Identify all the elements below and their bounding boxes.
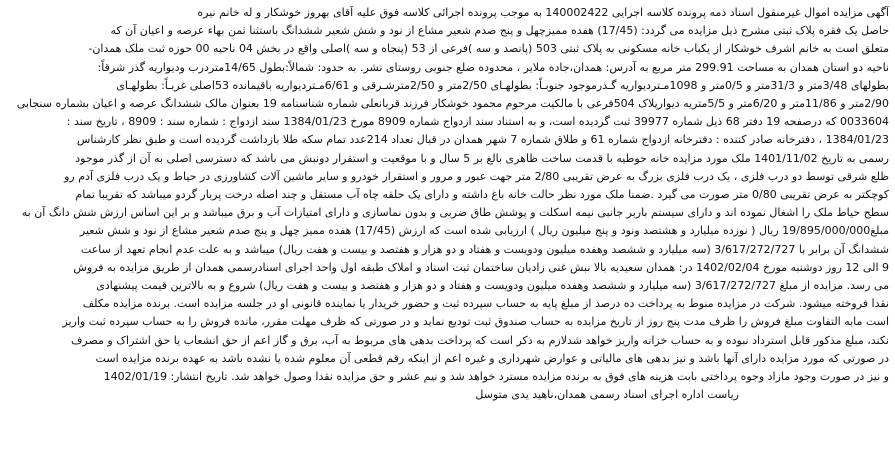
notice-line-2: حاصل یک فقره پلاک ثبتی مشرح ذیل مزایده می گردد: (17/45) هفده ممیزچهل و پنج صدم شعیر مشاع از نود و شش شعیر ششدانگ باستثنا ثمن بهاء عرصه و اعیان آن که (110, 24, 889, 38)
notice-line-6: 2/90متر و 11/86متر و 6/20متر و 5/5متریه دیوارپلاک 504فرعی با مالکیت مرحوم محمود خوشکار فرزند قربانعلی شماره شناسنامه 19 بعنوان مالک ششدانگ عرصه و اعیان بشماره سنجابی (16, 97, 889, 111)
notice-line-8: 1384/01/23 ، دفترخانه صادر کننده : دفترخانه ازدواج شماره 61 و طلاق شماره 7 شهر همدان در قبال تعداد 214عدد تمام سکه طلا بازداشت گردیده است و طبق نظر کارشناس (76, 133, 889, 147)
notice-line-10: ظلع شرقی توسط دو درب فلزی ، یک درب فلزی بزرگ به عرض تقریبی 2/80 متر جهت عبور و مرور و استقرار خودرو و سایر ماشین آلات کشاورزی در حیاط و یک درب فلزی آدم رو (64, 169, 889, 183)
notice-line-1: آگهی مزایده اموال غیرمنقول اسناد ذمه پرونده کلاسه اجرایی 140002422 به موجب پرونده اجرائی کلاسه فوق علیه آقای بهروز خوشکار و له خانم نیره (197, 6, 889, 19)
notice-line-21: و نیز در صورت وجود مازاد وجوه پرداختی بابت هزینه های فوق به برنده مزایده مسترد خواهد شد و نیم عشر و حق مزایده نقدا وصول خواهد شد. تاریخ انتشار: 1402/01/19 (103, 370, 889, 384)
notice-line-7: 0033604 که درصفحه 19 دفتر 68 ذیل شماره 39977 ثبت گردیده است، و به استناد سند ازدواج شماره 8909 مورخ 1384/01/23 سند ازدواج : شماره سند : 8909 ، تاریخ سند : (66, 115, 889, 129)
notice-line-19: نکند، مبلغ مذکور قابل استرداد نبوده و به حساب خزانه واریز خواهد شدلازم به ذکر است که پرداخت بدهی های مربوط به آب، برق و گاز اعم از حق انشعاب یا حق اشتراک و مصرف (71, 333, 889, 347)
notice-line-17: نقدا فروخته میشود. شرکت در مزایده منوط به پرداخت ده درصد از مبلغ پایه به حساب سپرده ثبت و حضور خریدار یا نماینده قانونی او در جلسه مزایده است. برنده مزایده مکلف (82, 297, 889, 311)
notice-line-9: رسمی به تاریخ 1401/11/02 ملک مورد مزایده خانه حوطیه با قدمت ساخت ظاهری بالغ بر 5 سال و با موقعیت و استقرار دونبش می باشد که دسترسی اصلی به آن از گذر موجود (75, 151, 889, 165)
notice-line-18: است مابه التفاوت مبلغ فروش را ظرف مدت پنج روز از تاریخ مزایده به حساب صندوق ثبت تودیع نماید و در صورتی که ظرف مهلت مقرر، مانده فروش را به حساب سپرده ثبت واریز (62, 315, 889, 329)
notice-signature: رياست اداره اجرای اسناد رسمی همدان،ناهید یدی متوسل (475, 388, 739, 402)
notice-line-3: متعلق است به خانم اشرف خوشکار از یکباب خانه مسکونی به پلاک ثبتی 503 (پانصد و سه )فرعی از 53 (پنجاه و سه )اصلی واقع در بخش 04 ناحیه 00 حوزه ثبت ملک همدان- (88, 42, 889, 56)
notice-line-14: ششدانگ آن برابر با 3/617/272/727 (سه میلیارد و ششصد وهفده میلیون ودویست و هفتاد و دو هزار و هفتصد و بیست و هفت ریال) میباشد و به علت عدم انجام تعهد از ساعت (80, 242, 889, 256)
notice-line-11: کوچکتر به عرض تقریبی 0/80 متر صورت می گیرد .ضمنا ملک مورد نظر حالت خانه باغ داشته و دارای یک حلقه چاه آب مستقل و چند اصله درخت پربار گردو میباشد که تقریبا تمام (75, 188, 889, 202)
auction-notice (6, 4, 889, 447)
notice-line-16: می رسد. مزایده از مبلغ 3/617/272/727 (سه میلیارد و ششصد وهفده میلیون ودویست و هفتاد و دو هزار و هفتصد و بیست و هفت ریال) شروع و به بالاترین قیمت پیشنهادی (96, 279, 889, 293)
notice-line-4: ناحیه دو استان همدان به مساحت 299.91 متر مربع به آدرس: همدان،جاده ملایر ، محدوده ضلع جنوبی روستای نشر. به حدود: شمالاً:بطول 14/65متردرب ودیواریه گذر شرقاً: (97, 60, 889, 74)
notice-line-12: سطح حیاط ملک را اشغال نموده اند و دارای سیستم باربر جانبی نیمه اسکلت و پوشش طاق ضربی و بدون نماسازی و دارای امتیازات آب و برق میباشد و بر این اساس ارزش شش دانگ آن به (21, 206, 889, 220)
notice-line-20: در صورتی که مورد مزایده دارای آنها باشد و نیز بدهی های مالیاتی و عوارض شهرداری و غیره اعم از اینکه رقم قطعی آن معلوم شده یا نشده باشد به عهده برنده مزایده است (95, 351, 889, 365)
notice-line-15: 9 الی 12 روز دوشنبه مورخ 1402/02/04 در: همدان سعیدیه بالا نبش غنی زادیان ساختمان ثبت اسناد و املاک طبقه اول واحد اجرای اسنادرسمی همدان از طریق مزایده به فروش (73, 260, 889, 274)
notice-line-5: بطولهای 3/48متر و 31/3متر و 0/5متر و 1098مـتردیواریه گـذرموجود جنوبـاً: بطولهـای 2/50متر و 2/50مترشـرقی و 6/61مـتردیواریه باقیمانده 53اصلی غربـاً: بطولهـای (116, 78, 889, 92)
notice-line-13: مبلغ19/895/000/000 ریال ( نوزده میلیارد و هشتصد ونود و پنج میلیون ریال ) ارزیابی شده است که ارزش (17/45) هفده ممیز چهل و پنج صدم شعیر مشاع از نود و شش شعیر (79, 224, 889, 238)
